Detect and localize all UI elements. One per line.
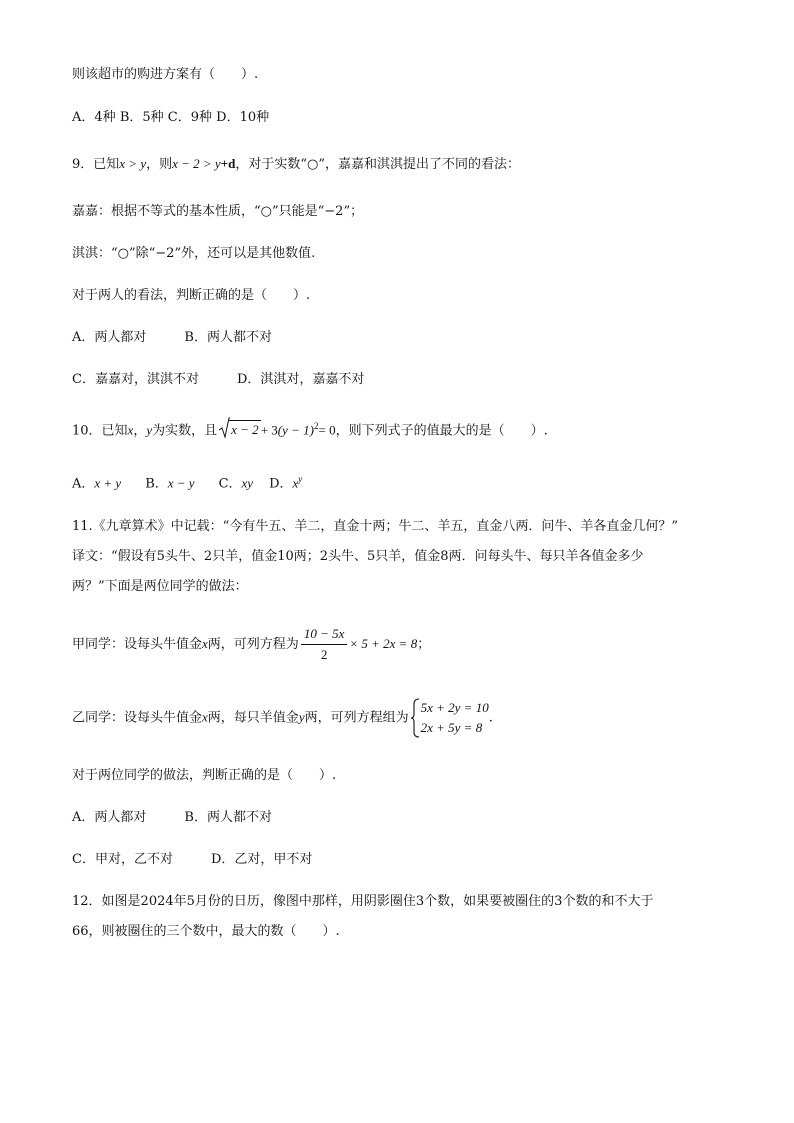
intro-line: 则该超市的购进方案有（ ）. bbox=[72, 67, 259, 82]
q9-question: 对于两人的看法，判断正确的是（ ）. bbox=[72, 288, 311, 303]
q9-options-ab bbox=[72, 329, 272, 347]
left-brace-icon bbox=[411, 698, 420, 738]
q11-yi-eq1: 5x + 2y = 10 bbox=[420, 700, 489, 715]
q10-option-d-base: x bbox=[292, 475, 299, 491]
q9-condition: x > y bbox=[119, 156, 147, 171]
q9-stem bbox=[72, 155, 520, 174]
q9-option-d: D．淇淇对，嘉嘉不对 bbox=[236, 372, 365, 387]
q10-sqrt bbox=[219, 420, 261, 440]
q10-radicand: x − 2 bbox=[231, 422, 259, 438]
q10-var-x: x bbox=[127, 422, 134, 438]
q11-yi-eq2: 2x + 5y = 8 bbox=[420, 720, 483, 735]
q11-jia-denominator: 2 bbox=[320, 647, 328, 662]
q11-option-c: C．甲对，乙不对 bbox=[72, 852, 173, 867]
q10-options bbox=[72, 470, 302, 493]
q11-yi-prefix: 乙同学：设每头牛值金 bbox=[72, 710, 203, 726]
q11-jia bbox=[72, 626, 430, 663]
q11-jia-tail: × 5 + 2x = 8 bbox=[349, 636, 418, 651]
q8-option-a: A．4种 bbox=[72, 110, 116, 125]
q10-prefix: 10．已知 bbox=[72, 423, 128, 439]
q10-option-b-label: B． bbox=[145, 476, 168, 492]
q11-options-cd bbox=[72, 851, 312, 869]
q10-exponent: 2 bbox=[313, 421, 319, 431]
q11-yi bbox=[72, 698, 493, 738]
q11-yi-var-x: x bbox=[202, 709, 208, 725]
q9-inequality: x − 2 > y bbox=[172, 156, 221, 171]
q10-option-d-label: D． bbox=[269, 476, 293, 492]
radical-sign-icon bbox=[219, 417, 230, 439]
q11-jia-fraction bbox=[301, 626, 348, 663]
q11-question: 对于两位同学的做法，判断正确的是（ ）. bbox=[72, 768, 337, 783]
q12-line-2: 66，则被圈住的三个数中，最大的数（ ）. bbox=[72, 924, 340, 939]
q9-number: 9．已知 bbox=[72, 157, 120, 172]
q10-mid: 为实数，且 bbox=[152, 423, 218, 439]
q11-jia-mid: 两，可列方程为 bbox=[207, 637, 299, 652]
q10-option-a-label: A． bbox=[72, 476, 95, 492]
q9-option-b: B．两人都不对 bbox=[184, 330, 272, 345]
q8-option-b: B．5种 bbox=[119, 110, 164, 125]
q11-yi-end: . bbox=[488, 710, 493, 726]
q11-option-b: B．两人都不对 bbox=[184, 810, 272, 825]
q10-paren-expr: (y − 1) bbox=[277, 422, 314, 438]
q10-option-b-expr: x − y bbox=[167, 475, 195, 491]
q10-var-y: y bbox=[146, 422, 153, 438]
q10-comma: ， bbox=[133, 423, 147, 439]
q9-rest: ，对于实数“○”，嘉嘉和淇淇提出了不同的看法： bbox=[235, 157, 520, 172]
q8-options bbox=[72, 109, 269, 127]
q12-line-1: 12．如图是2024年5月份的日历，像图中那样，用阴影圈住3个数，如果要被圈住的3个数的和不大于 bbox=[72, 894, 654, 909]
q10-plus-term: + 3 bbox=[260, 422, 278, 438]
q10-suffix: ，则下列式子的值最大的是（ ）. bbox=[335, 423, 548, 439]
q9-jiajia: 嘉嘉：根据不等式的基本性质，“○”只能是“−2”； bbox=[72, 204, 364, 219]
q11-option-d: D．乙对，甲不对 bbox=[210, 852, 313, 867]
q11-yi-mid1: 两，每只羊值金 bbox=[207, 710, 299, 726]
q11-options-ab bbox=[72, 809, 272, 827]
q11-jia-prefix: 甲同学：设每头牛值金 bbox=[72, 637, 203, 652]
q11-yi-mid2: 两，可列方程组为 bbox=[304, 710, 409, 726]
q11-jia-end: ； bbox=[417, 637, 431, 652]
q10-stem bbox=[72, 417, 548, 440]
q8-option-d: D．10种 bbox=[216, 110, 270, 125]
q10-option-c-label: C． bbox=[218, 476, 242, 492]
q11-yi-var-y: y bbox=[298, 709, 305, 725]
q9-option-c: C．嘉嘉对，淇淇不对 bbox=[72, 372, 199, 387]
q11-jia-numerator: 10 − 5x bbox=[301, 626, 348, 645]
q11-line-1: 11.《九章算术》中记载：“今有牛五、羊二，直金十两；牛二、羊五，直金八两．问牛、羊各直金几何？” bbox=[72, 519, 678, 534]
q10-option-d-exp: y bbox=[298, 474, 303, 484]
q11-jia-var: x bbox=[202, 636, 208, 651]
q10-option-c-expr: xy bbox=[241, 475, 254, 491]
q11-line-2: 译文：“假设有5头牛、2只羊，值金10两；2头牛、5只羊，值金8两．问每头牛、每只羊各值金多少 bbox=[72, 549, 644, 564]
q11-yi-system bbox=[411, 698, 489, 738]
q11-line-3: 两？”下面是两位同学的做法： bbox=[72, 579, 248, 594]
q9-options-cd bbox=[72, 371, 364, 389]
q8-option-c: C．9种 bbox=[167, 110, 212, 125]
q9-inequality-tail: +d bbox=[220, 156, 236, 171]
q9-option-a: A．两人都对 bbox=[72, 330, 147, 345]
q11-option-a: A．两人都对 bbox=[72, 810, 147, 825]
q10-equals-zero: = 0 bbox=[318, 422, 336, 438]
q9-qiqi: 淇淇：“○”除“−2”外，还可以是其他数值. bbox=[72, 246, 316, 261]
q9-then: ，则 bbox=[146, 157, 173, 172]
q10-option-a-expr: x + y bbox=[94, 475, 122, 491]
